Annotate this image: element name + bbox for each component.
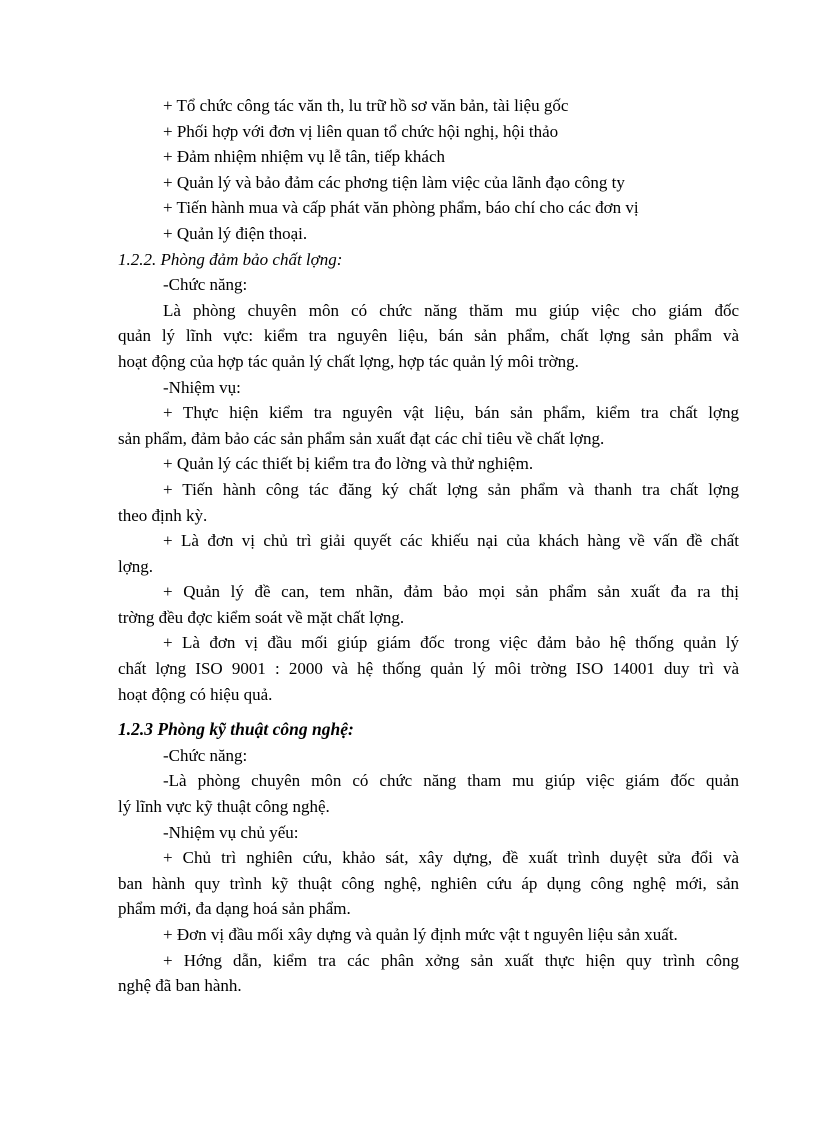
- paragraph-line: phẩm mới, đa dạng hoá sản phẩm.: [118, 899, 351, 919]
- paragraph-line: chất lợng ISO 9001 : 2000 và hệ thống quản lý môi trờng ISO 14001 duy trì và: [118, 659, 739, 679]
- section-heading-quality: 1.2.2. Phòng đảm bảo chất lợng:: [118, 249, 343, 269]
- paragraph-line: hoạt động của hợp tác quản lý chất lợng, hợp tác quản lý môi trờng.: [118, 351, 579, 371]
- paragraph-line: -Là phòng chuyên môn có chức năng tham mu giúp việc giám đốc quản: [163, 771, 739, 791]
- paragraph-line: lợng.: [118, 556, 153, 576]
- list-item: + Tổ chức công tác văn th, lu trữ hồ sơ văn bản, tài liệu gốc: [163, 96, 569, 115]
- paragraph-line: sản phẩm, đảm bảo các sản phẩm sản xuất đạt các chỉ tiêu về chất lợng.: [118, 428, 605, 448]
- duty-label: -Nhiệm vụ chủ yếu:: [163, 822, 299, 842]
- paragraph-line: + Là đơn vị đầu mối giúp giám đốc trong việc đảm bảo hệ thống quản lý: [163, 633, 739, 653]
- list-item: + Phối hợp với đơn vị liên quan tổ chức hội nghị, hội thảo: [163, 121, 559, 141]
- paragraph-line: theo định kỳ.: [118, 505, 208, 525]
- duty-label: -Nhiệm vụ:: [163, 377, 241, 397]
- paragraph-line: trờng đều đợc kiểm soát về mặt chất lợng.: [118, 607, 405, 627]
- section-heading-technology: 1.2.3 Phòng kỹ thuật công nghệ:: [118, 719, 354, 740]
- paragraph-line: + Thực hiện kiểm tra nguyên vật liệu, bán sản phẩm, kiểm tra chất lợng: [163, 403, 739, 423]
- paragraph-line: nghệ đã ban hành.: [118, 976, 242, 996]
- paragraph-line: + Hớng dẫn, kiểm tra các phân xởng sản xuất thực hiện quy trình công: [163, 950, 739, 970]
- paragraph-line: lý lĩnh vực kỹ thuật công nghệ.: [118, 797, 330, 817]
- paragraph-line: + Là đơn vị chủ trì giải quyết các khiếu nại của khách hàng về vấn đề chất: [163, 531, 739, 551]
- list-item: + Quản lý và bảo đảm các phơng tiện làm việc của lãnh đạo công ty: [163, 172, 625, 192]
- list-item: + Quản lý điện thoại.: [163, 223, 308, 243]
- document-page: [118, 93, 739, 999]
- function-label: -Chức năng:: [163, 745, 248, 765]
- paragraph-line: hoạt động có hiệu quả.: [118, 684, 273, 704]
- function-label: -Chức năng:: [163, 275, 248, 295]
- paragraph-line: + Đơn vị đầu mối xây dựng và quản lý định mức vật t nguyên liệu sản xuất.: [163, 925, 678, 944]
- paragraph-line: Là phòng chuyên môn có chức năng thăm mu giúp việc cho giám đốc: [163, 300, 739, 320]
- paragraph-line: + Quản lý đề can, tem nhãn, đảm bảo mọi sản phẩm sản xuất đa ra thị: [163, 582, 739, 602]
- paragraph-line: quản lý lĩnh vực: kiểm tra nguyên liệu, bán sản phẩm, chất lợng sản phẩm và: [118, 326, 739, 346]
- list-item: + Tiến hành mua và cấp phát văn phòng phẩm, báo chí cho các đơn vị: [163, 198, 639, 218]
- list-item: + Đảm nhiệm nhiệm vụ lễ tân, tiếp khách: [163, 147, 445, 167]
- paragraph-line: + Tiến hành công tác đăng ký chất lợng sản phẩm và thanh tra chất lợng: [163, 479, 739, 499]
- paragraph-line: + Chủ trì nghiên cứu, khảo sát, xây dựng, đề xuất trình duyệt sửa đổi và: [163, 848, 739, 868]
- paragraph-line: ban hành quy trình kỹ thuật công nghệ, nghiên cứu áp dụng công nghệ mới, sản: [118, 873, 739, 893]
- paragraph-line: + Quản lý các thiết bị kiểm tra đo lờng và thử nghiệm.: [163, 454, 534, 474]
